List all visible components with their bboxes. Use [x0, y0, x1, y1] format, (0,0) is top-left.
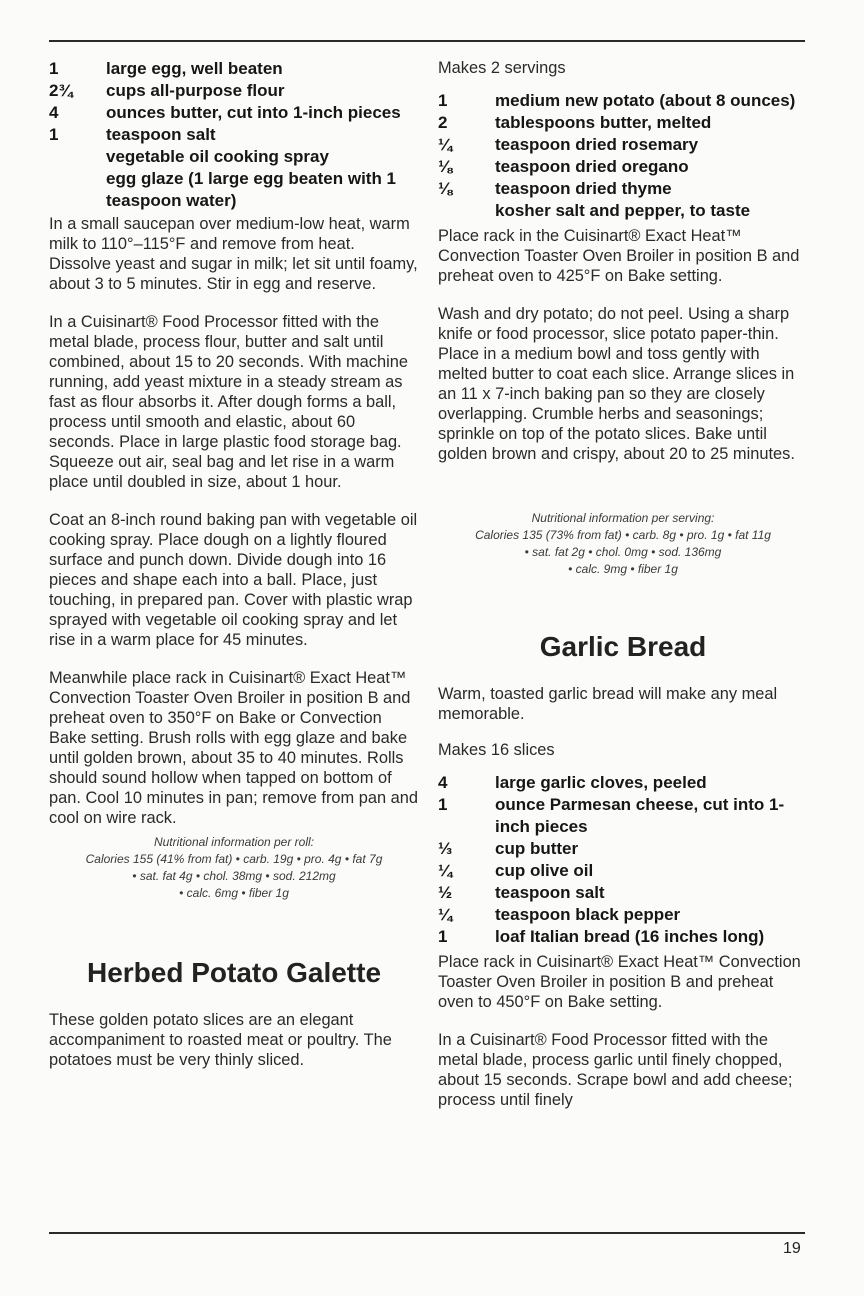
ingredient-qty — [49, 146, 106, 168]
ingredient-text: teaspoon salt — [495, 883, 605, 902]
nutrition-info — [438, 510, 808, 578]
ingredient-qty: 1 — [49, 59, 59, 78]
ingredient-text: loaf Italian bread (16 inches long) — [495, 927, 765, 946]
ingredient-row — [49, 124, 419, 146]
recipe-intro: These golden potato slices are an elegant accompaniment to roasted meat or poultry. The potatoes must be very thinly sliced. — [49, 1011, 392, 1069]
instruction-paragraph: Place rack in Cuisinart® Exact Heat™ Convection Toaster Oven Broiler in position B and preheat oven to 450°F on Bake setting. — [438, 953, 801, 1011]
ingredient-qty: 1 — [438, 927, 448, 946]
nutrition-line: • sat. fat 2g • chol. 0mg • sod. 136mg — [524, 545, 722, 559]
ingredient-text: kosher salt and pepper, to taste — [495, 201, 751, 220]
ingredient-text: teaspoon dried rosemary — [495, 135, 699, 154]
recipe-title: Herbed Potato Galette — [86, 957, 382, 988]
servings: Makes 16 slices — [438, 741, 555, 759]
left-column — [49, 58, 419, 1070]
ingredient-row — [438, 90, 808, 112]
ingredient-qty: 1 — [438, 91, 448, 110]
ingredient-row — [438, 134, 808, 156]
right-column — [438, 58, 808, 1110]
instruction-paragraph: Meanwhile place rack in Cuisinart® Exact Heat™ Convection Toaster Oven Broiler in position B and preheat oven to 350°F on Bake or Convection Bake setting. Brush rolls with egg glaze and bake until golden brown, about 35 to 40 minutes. Rolls should sound hollow when tapped on bottom of pan. Cool 10 minutes in pan; remove from pan and cool on wire rack. — [49, 669, 419, 827]
ingredient-text: tablespoons butter, melted — [495, 113, 712, 132]
nutrition-line: • calc. 6mg • fiber 1g — [179, 886, 289, 900]
ingredient-row — [438, 882, 808, 904]
page-number: 19 — [783, 1240, 801, 1257]
ingredient-row — [438, 926, 808, 948]
instruction-paragraph: Wash and dry potato; do not peel. Using a sharp knife or food processor, slice potato paper-thin. Place in a medium bowl and toss gently with melted butter to coat each slice. Arrange slices in an 11 x 7-inch baking pan so they are closely overlapping. Crumble herbs and seasonings; sprinkle on top of the potato slices. Bake until golden brown and crispy, about 20 to 25 minutes. — [438, 305, 795, 463]
ingredient-row — [49, 168, 419, 212]
ingredient-row — [438, 794, 808, 838]
ingredient-qty: 2¾ — [49, 81, 73, 100]
ingredient-qty: ¼ — [438, 861, 453, 880]
instruction-paragraph: In a Cuisinart® Food Processor fitted with the metal blade, process flour, butter and salt until combined, about 15 to 20 seconds. With machine running, add yeast mixture in a steady stream as fast as flour absorbs it. After dough forms a ball, process until smooth and elastic, about 60 seconds. Place in large plastic food storage bag. Squeeze out air, seal bag and let rise in a warm place until doubled in size, about 1 hour. — [49, 313, 408, 491]
nutrition-label: Nutritional information per roll: — [153, 835, 315, 849]
ingredient-qty: 4 — [438, 773, 448, 792]
recipe-title: Garlic Bread — [539, 631, 707, 662]
ingredient-qty: ⅛ — [438, 179, 453, 198]
ingredient-qty: 1 — [438, 795, 448, 814]
ingredient-text: large garlic cloves, peeled — [495, 773, 707, 792]
ingredient-text: teaspoon black pepper — [495, 905, 681, 924]
bottom-rule — [49, 1232, 805, 1234]
top-rule — [49, 40, 805, 42]
garlic-bread-ingredient-list — [438, 772, 808, 948]
ingredient-row — [438, 112, 808, 134]
nutrition-label: Nutritional information per serving: — [531, 511, 715, 525]
ingredient-qty: ¼ — [438, 135, 453, 154]
ingredient-qty: 4 — [49, 103, 59, 122]
ingredient-row — [438, 772, 808, 794]
ingredient-text: egg glaze (1 large egg beaten with 1 teaspoon water) — [106, 169, 397, 210]
ingredient-text: teaspoon dried oregano — [495, 157, 689, 176]
instruction-paragraph: Coat an 8-inch round baking pan with vegetable oil cooking spray. Place dough on a lightly floured surface and punch down. Divide dough into 16 pieces and shape each into a ball. Place, just touching, in prepared pan. Cover with plastic wrap sprayed with vegetable oil cooking spray and let rise in a warm place for 45 minutes. — [49, 511, 418, 649]
ingredient-row — [438, 156, 808, 178]
nutrition-line: Calories 155 (41% from fat) • carb. 19g • pro. 4g • fat 7g — [85, 852, 383, 866]
ingredient-row — [49, 102, 419, 124]
ingredient-text: cups all-purpose flour — [106, 81, 285, 100]
nutrition-line: • sat. fat 4g • chol. 38mg • sod. 212mg — [132, 869, 336, 883]
ingredient-text: large egg, well beaten — [106, 59, 283, 78]
ingredient-row — [49, 146, 419, 168]
instruction-paragraph: In a small saucepan over medium-low heat, warm milk to 110°–115°F and remove from heat. Dissolve yeast and sugar in milk; let sit until foamy, about 3 to 5 minutes. Stir in egg and reserve. — [49, 215, 418, 293]
nutrition-line: Calories 135 (73% from fat) • carb. 8g • pro. 1g • fat 11g — [475, 528, 771, 542]
ingredient-qty: ⅓ — [438, 839, 453, 858]
ingredient-row — [438, 838, 808, 860]
ingredient-text: cup butter — [495, 839, 579, 858]
galette-ingredient-list — [438, 90, 808, 222]
ingredient-qty: 1 — [49, 125, 59, 144]
instruction-paragraph: In a Cuisinart® Food Processor fitted with the metal blade, process garlic until finely chopped, about 15 seconds. Scrape bowl and add cheese; process until finely — [438, 1031, 793, 1109]
ingredient-qty — [438, 200, 495, 222]
ingredient-qty: ¼ — [438, 905, 453, 924]
ingredient-text: cup olive oil — [495, 861, 594, 880]
ingredient-text: ounce Parmesan cheese, cut into 1-inch pieces — [495, 795, 785, 836]
ingredient-text: ounces butter, cut into 1-inch pieces — [106, 103, 401, 122]
ingredient-row — [438, 904, 808, 926]
nutrition-info — [49, 834, 419, 902]
ingredient-qty: 2 — [438, 113, 448, 132]
instruction-paragraph: Place rack in the Cuisinart® Exact Heat™ Convection Toaster Oven Broiler in position B and preheat oven to 425°F on Bake setting. — [438, 227, 800, 285]
ingredient-text: teaspoon salt — [106, 125, 216, 144]
ingredient-row — [49, 58, 419, 80]
ingredient-text: teaspoon dried thyme — [495, 179, 672, 198]
nutrition-line: • calc. 9mg • fiber 1g — [568, 562, 678, 576]
ingredient-row — [438, 200, 808, 222]
recipe-intro: Warm, toasted garlic bread will make any meal memorable. — [438, 685, 778, 723]
ingredient-row — [49, 80, 419, 102]
ingredient-qty: ⅛ — [438, 157, 453, 176]
roll-ingredient-list — [49, 58, 419, 212]
ingredient-row — [438, 860, 808, 882]
servings: Makes 2 servings — [438, 59, 566, 77]
ingredient-qty: ½ — [438, 883, 453, 902]
ingredient-text: vegetable oil cooking spray — [106, 147, 329, 166]
ingredient-text: medium new potato (about 8 ounces) — [495, 91, 796, 110]
ingredient-qty — [49, 168, 106, 212]
ingredient-row — [438, 178, 808, 200]
